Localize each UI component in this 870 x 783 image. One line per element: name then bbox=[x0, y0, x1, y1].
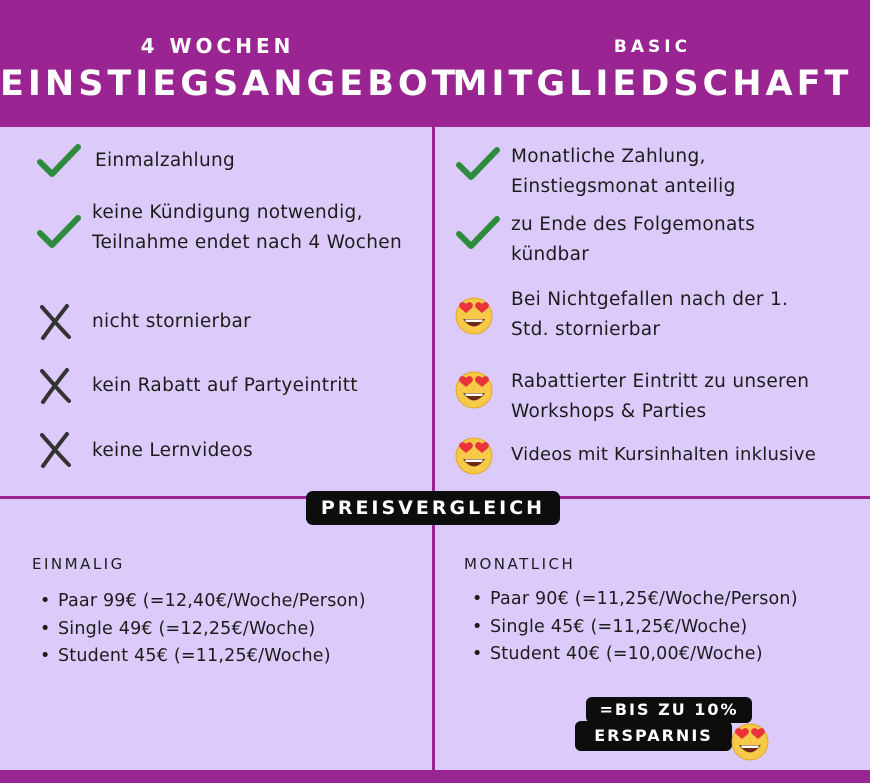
feature-text: keine Lernvideos bbox=[92, 440, 253, 461]
left-feature-2 bbox=[92, 198, 410, 258]
left-feature-3 bbox=[92, 307, 412, 337]
right-feature-1 bbox=[511, 142, 811, 202]
pricing-left-label: EINMALIG bbox=[32, 555, 125, 573]
list-item: • Single 49€ (=12,25€/Woche) bbox=[40, 616, 366, 644]
savings-badge-line2: ERSPARNIS bbox=[575, 721, 732, 751]
footer-bar bbox=[0, 770, 870, 783]
list-item: • Paar 99€ (=12,40€/Woche/Person) bbox=[40, 588, 366, 616]
pricing-left-list bbox=[40, 588, 366, 671]
list-item: • Single 45€ (=11,25€/Woche) bbox=[472, 614, 798, 642]
check-icon bbox=[37, 143, 81, 179]
cross-icon bbox=[38, 304, 72, 340]
feature-text: keine Kündigung notwendig, Teilnahme endet nach 4 Wochen bbox=[92, 202, 402, 253]
check-icon bbox=[456, 146, 500, 182]
cross-icon bbox=[38, 432, 72, 468]
right-feature-5 bbox=[511, 440, 841, 470]
vertical-divider bbox=[432, 127, 435, 770]
savings-badge-line1: =BIS ZU 10% bbox=[586, 697, 752, 723]
heart-eyes-emoji-icon bbox=[453, 294, 495, 336]
feature-text: Einmalzahlung bbox=[95, 150, 236, 171]
list-item: • Student 40€ (=10,00€/Woche) bbox=[472, 641, 798, 669]
right-feature-3 bbox=[511, 285, 811, 345]
feature-text: nicht stornierbar bbox=[92, 311, 252, 332]
right-feature-2 bbox=[511, 210, 791, 270]
pricing-right-label: MONATLICH bbox=[464, 555, 576, 573]
price-comparison-badge: PREISVERGLEICH bbox=[306, 491, 560, 525]
left-subtitle: 4 WOCHEN bbox=[140, 34, 295, 58]
header-left bbox=[0, 0, 460, 127]
pricing-right-list bbox=[472, 586, 798, 669]
left-title: EINSTIEGSANGEBOT bbox=[0, 64, 460, 104]
feature-text: kein Rabatt auf Partyeintritt bbox=[92, 375, 358, 396]
left-feature-4 bbox=[92, 371, 412, 401]
heart-eyes-emoji-icon bbox=[453, 368, 495, 410]
right-subtitle: BASIC bbox=[613, 37, 692, 57]
list-item: • Student 45€ (=11,25€/Woche) bbox=[40, 643, 366, 671]
header-right bbox=[435, 0, 870, 127]
feature-text: zu Ende des Folgemonats kündbar bbox=[511, 214, 756, 265]
feature-text: Videos mit Kursinhalten inklusive bbox=[511, 444, 816, 465]
feature-text: Monatliche Zahlung, Einstiegsmonat anteilig bbox=[511, 146, 736, 197]
check-icon bbox=[37, 214, 81, 250]
cross-icon bbox=[38, 368, 72, 404]
feature-text: Bei Nichtgefallen nach der 1. Std. stornierbar bbox=[511, 289, 789, 340]
left-feature-1 bbox=[95, 146, 415, 176]
header-banner bbox=[0, 0, 870, 127]
list-item: • Paar 90€ (=11,25€/Woche/Person) bbox=[472, 586, 798, 614]
heart-eyes-emoji-icon bbox=[453, 434, 495, 476]
heart-eyes-emoji-icon bbox=[729, 720, 771, 762]
right-feature-4 bbox=[511, 367, 811, 427]
left-feature-5 bbox=[92, 436, 412, 466]
feature-text: Rabattierter Eintritt zu unseren Workshops & Parties bbox=[511, 371, 810, 422]
right-title: MITGLIEDSCHAFT bbox=[452, 64, 853, 104]
check-icon bbox=[456, 215, 500, 251]
